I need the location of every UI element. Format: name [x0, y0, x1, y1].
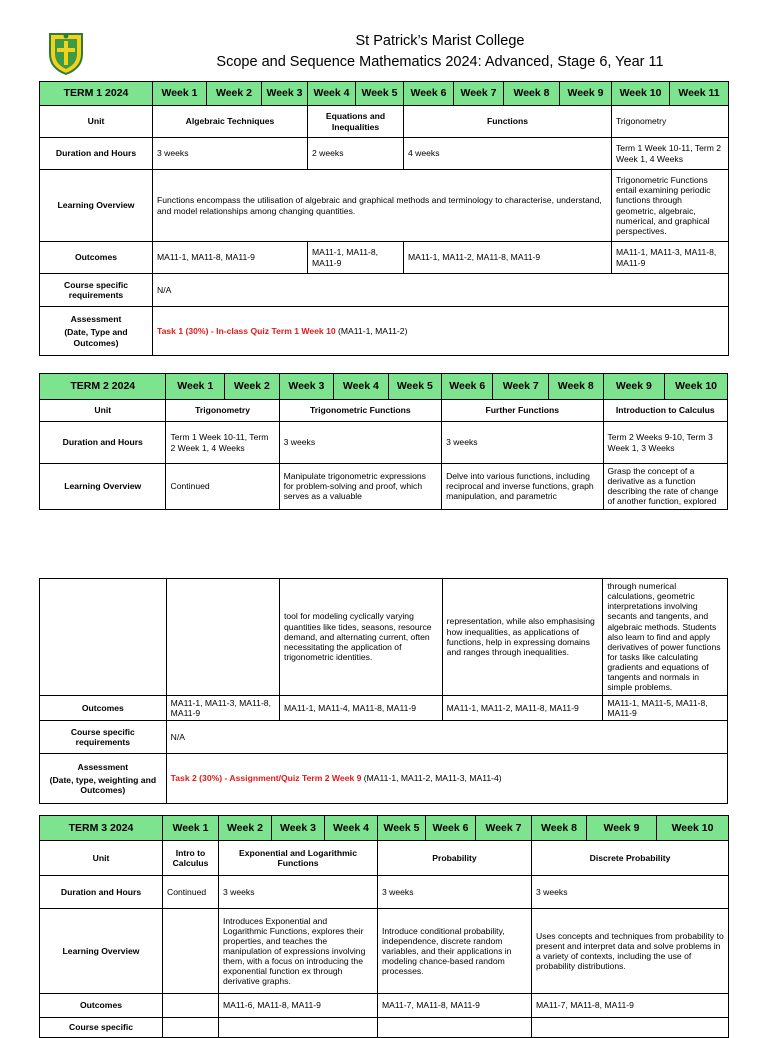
task-title: Task 1 (30%) - In-class Quiz Term 1 Week 10: [157, 325, 336, 336]
row-label-outcomes: Outcomes: [40, 695, 167, 720]
week-header: Week 6: [426, 816, 476, 841]
unit-cell: Intro to Calculus: [163, 841, 219, 876]
overview-cell: [163, 909, 219, 994]
course-cell: [532, 1018, 729, 1038]
row-label-outcomes: Outcomes: [40, 242, 153, 274]
week-header: Week 9: [603, 374, 665, 400]
row-label-duration: Duration and Hours: [40, 138, 153, 170]
outcomes-cell: MA11-6, MA11-8, MA11-9: [219, 994, 378, 1018]
row-label-overview: Learning Overview: [40, 909, 163, 994]
outcomes-cell: MA11-1, MA11-8, MA11-9: [153, 242, 308, 274]
row-label-duration: Duration and Hours: [40, 876, 163, 909]
duration-cell: 2 weeks: [308, 138, 404, 170]
duration-cell: Term 2 Weeks 9-10, Term 3 Week 1, 3 Weeks: [603, 422, 728, 464]
outcomes-cell: MA11-1, MA11-4, MA11-8, MA11-9: [279, 695, 442, 720]
assessment-label: Assessment: [70, 314, 122, 325]
unit-cell: Discrete Probability: [532, 841, 729, 876]
term-title: TERM 1 2024: [40, 82, 153, 106]
unit-cell: Algebraic Techniques: [153, 106, 308, 138]
duration-cell: 3 weeks: [442, 422, 603, 464]
overview-cell: Uses concepts and techniques from probability to present and interpret data and solve problems in a variety of contexts, including the use of probability distributions.: [532, 909, 729, 994]
assessment-cell: [153, 307, 729, 356]
unit-cell: Trigonometry: [612, 106, 729, 138]
assessment-sublabel: (Date, Type and Outcomes): [64, 327, 128, 348]
week-header: Week 3: [279, 374, 334, 400]
overview-cell: Continued: [166, 464, 279, 510]
course-cell: [219, 1018, 378, 1038]
week-header: Week 10: [612, 82, 670, 106]
outcomes-cell: [163, 994, 219, 1018]
week-header: Week 7: [454, 82, 504, 106]
task-outcomes: (MA11-1, MA11-2): [335, 325, 408, 336]
duration-cell: Continued: [163, 876, 219, 909]
duration-cell: 4 weeks: [404, 138, 612, 170]
week-header: Week 6: [442, 374, 493, 400]
outcomes-cell: MA11-1, MA11-2, MA11-8, MA11-9: [442, 695, 603, 720]
week-header: Week 8: [549, 374, 604, 400]
week-header: Week 8: [532, 816, 587, 841]
duration-cell: 3 weeks: [219, 876, 378, 909]
term-title: TERM 2 2024: [40, 374, 166, 400]
overview-cell: tool for modeling cyclically varying quantities like tides, seasons, resource demand, and alternating current, often necessitating the application of trigonometric identities.: [279, 579, 442, 696]
term3-table: [39, 815, 729, 1038]
week-header: Week 3: [262, 82, 308, 106]
unit-cell: Functions: [404, 106, 612, 138]
week-header: Week 4: [334, 374, 389, 400]
row-label-course: Course specific requirements: [40, 274, 153, 307]
duration-cell: 3 weeks: [279, 422, 441, 464]
week-header: Week 3: [272, 816, 325, 841]
row-label-course: Course specific requirements: [40, 720, 167, 753]
assessment-cell: [166, 753, 727, 803]
overview-cell: [166, 579, 279, 696]
course-cell: [163, 1018, 219, 1038]
week-header: Week 8: [504, 82, 560, 106]
week-header: Week 10: [657, 816, 729, 841]
overview-cell: Introduce conditional probability, independence, discrete random variables, and their applications in modeling chance-based random processes.: [378, 909, 532, 994]
unit-cell: Equations and Inequalities: [308, 106, 404, 138]
course-cell: [378, 1018, 532, 1038]
row-label-assessment: [40, 307, 153, 356]
term2-continued-table: [39, 578, 728, 804]
week-header: Week 1: [166, 374, 225, 400]
week-header: Week 6: [404, 82, 454, 106]
duration-cell: 3 weeks: [532, 876, 729, 909]
row-label-unit: Unit: [40, 400, 166, 422]
overview-cell: through numerical calculations, geometric interpretations involving secants and tangents, and algebraic methods. Students also learn to find and apply derivatives of power functions for tasks like calculating gradients and equations of tangents and normals in simple problems.: [603, 579, 728, 696]
week-header: Week 1: [163, 816, 219, 841]
row-label-outcomes: Outcomes: [40, 994, 163, 1018]
week-header: Week 7: [493, 374, 549, 400]
row-label-overview: Learning Overview: [40, 170, 153, 242]
term1-table: [39, 81, 729, 356]
school-name: St Patrick’s Marist College: [355, 33, 525, 49]
row-label-unit: Unit: [40, 106, 153, 138]
outcomes-cell: MA11-1, MA11-2, MA11-8, MA11-9: [404, 242, 612, 274]
duration-cell: Term 1 Week 10-11, Term 2 Week 1, 4 Weeks: [166, 422, 279, 464]
outcomes-cell: MA11-1, MA11-8, MA11-9: [308, 242, 404, 274]
course-cell: N/A: [153, 274, 729, 307]
outcomes-cell: MA11-7, MA11-8, MA11-9: [532, 994, 729, 1018]
week-header: Week 7: [476, 816, 532, 841]
overview-cell: Grasp the concept of a derivative as a function describing the rate of change of another function, explored: [603, 464, 728, 510]
term-title: TERM 3 2024: [40, 816, 163, 841]
row-label-assessment: [40, 753, 167, 803]
duration-cell: 3 weeks: [153, 138, 308, 170]
week-header: Week 4: [325, 816, 378, 841]
unit-cell: Exponential and Logarithmic Functions: [219, 841, 378, 876]
overview-cell: representation, while also emphasising how inequalities, as applications of functions, help in expressing domains and ranges through inequalities.: [442, 579, 603, 696]
overview-cell: Introduces Exponential and Logarithmic Functions, explores their properties, and teaches the manipulation of expressions involving them, with a focus on introducing the exponential function ex through derivative graphs.: [219, 909, 378, 994]
week-header: Week 4: [308, 82, 356, 106]
term2-table: [39, 373, 728, 510]
unit-cell: Trigonometry: [166, 400, 279, 422]
week-header: Week 2: [207, 82, 262, 106]
overview-cell: Functions encompass the utilisation of algebraic and graphical methods and terminology to characterise, understand, and model relationships among changing quantities.: [153, 170, 612, 242]
overview-cell: Manipulate trigonometric expressions for problem-solving and proof, which serves as a valuable: [279, 464, 441, 510]
task-outcomes: (MA11-1, MA11-2, MA11-3, MA11-4): [361, 773, 502, 784]
week-header: Week 5: [378, 816, 426, 841]
week-header: Week 1: [153, 82, 207, 106]
week-header: Week 10: [665, 374, 728, 400]
week-header: Week 2: [225, 374, 280, 400]
assessment-label: Assessment: [77, 761, 129, 772]
week-header: Week 9: [560, 82, 612, 106]
row-label-duration: Duration and Hours: [40, 422, 166, 464]
unit-cell: Further Functions: [442, 400, 603, 422]
course-cell: N/A: [166, 720, 727, 753]
outcomes-cell: MA11-1, MA11-5, MA11-8, MA11-9: [603, 695, 728, 720]
unit-cell: Trigonometric Functions: [279, 400, 441, 422]
college-crest-logo: [46, 30, 86, 76]
duration-cell: 3 weeks: [378, 876, 532, 909]
outcomes-cell: MA11-1, MA11-3, MA11-8, MA11-9: [612, 242, 729, 274]
document-title: Scope and Sequence Mathematics 2024: Advanced, Stage 6, Year 11: [216, 54, 664, 70]
outcomes-cell: MA11-7, MA11-8, MA11-9: [378, 994, 532, 1018]
overview-cell: Trigonometric Functions entail examining periodic functions through geometric, algebraic, numerical, and graphical perspectives.: [612, 170, 729, 242]
row-label-unit: Unit: [40, 841, 163, 876]
unit-cell: Introduction to Calculus: [603, 400, 728, 422]
row-label-course: Course specific: [40, 1018, 163, 1038]
assessment-sublabel: (Date, type, weighting and Outcomes): [49, 774, 157, 795]
task-title: Task 2 (30%) - Assignment/Quiz Term 2 Week 9: [170, 773, 362, 784]
week-header: Week 5: [388, 374, 441, 400]
overview-label-continued: [40, 579, 167, 696]
row-label-overview: Learning Overview: [40, 464, 166, 510]
week-header: Week 5: [356, 82, 404, 106]
overview-cell: Delve into various functions, including reciprocal and inverse functions, graph manipulation, and parametric: [442, 464, 603, 510]
week-header: Week 11: [670, 82, 729, 106]
outcomes-cell: MA11-1, MA11-3, MA11-8, MA11-9: [166, 695, 279, 720]
week-header: Week 2: [219, 816, 272, 841]
document-header: [0, 0, 768, 78]
duration-cell: Term 1 Week 10-11, Term 2 Week 1, 4 Weeks: [612, 138, 729, 170]
unit-cell: Probability: [378, 841, 532, 876]
week-header: Week 9: [587, 816, 657, 841]
